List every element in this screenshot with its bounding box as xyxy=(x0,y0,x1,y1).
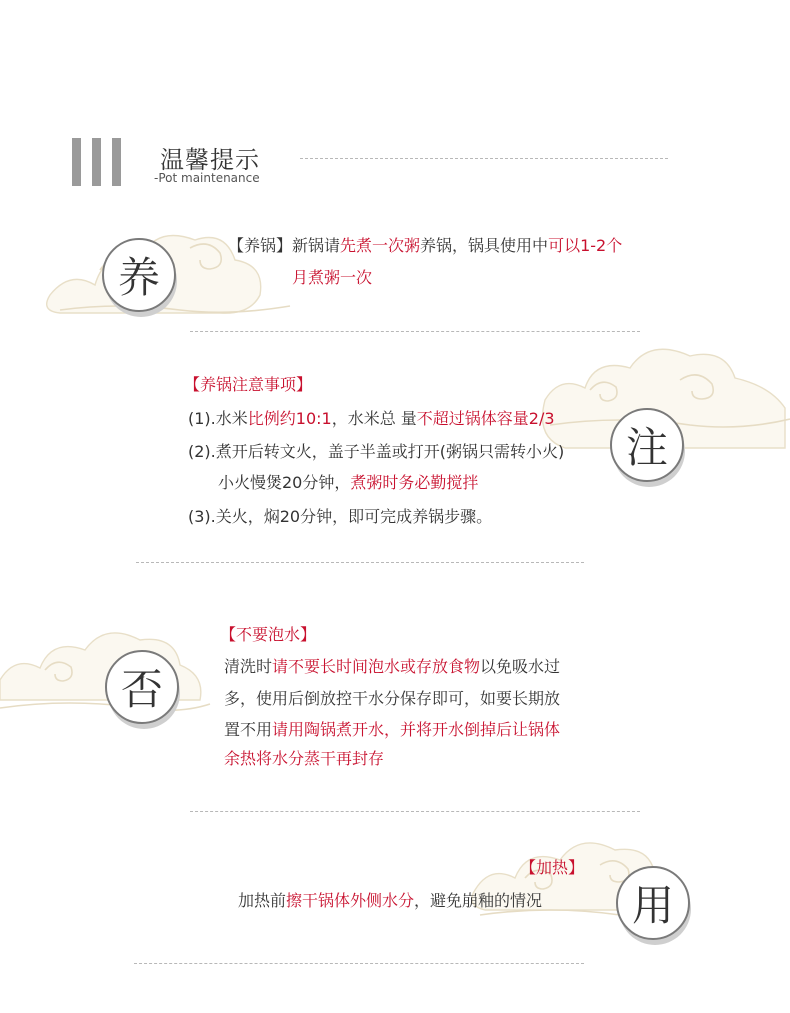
section2-line4 xyxy=(188,500,492,534)
section2-head: 【养锅注意事项】 xyxy=(184,375,313,394)
section2-divider xyxy=(136,562,584,563)
body-text: (2).煮开后转文火，盖子半盖或打开(粥锅只需转小火) xyxy=(188,442,565,461)
section4-divider xyxy=(134,963,584,964)
section3-divider xyxy=(190,811,640,812)
header-divider xyxy=(300,158,668,159)
highlight-text: 请用陶锅煮开水，并将开水倒掉后让锅体 xyxy=(272,720,561,739)
body-text: 新锅请 xyxy=(292,236,341,255)
body-text: ，水米总 量 xyxy=(331,409,417,428)
body-text: (3).关火，焖20分钟，即可完成养锅步骤。 xyxy=(188,507,493,526)
body-text: 以免吸水过 xyxy=(480,657,561,676)
body-text: 多，使用后倒放控干水分保存即可，如要长期放 xyxy=(224,689,561,708)
section4-line1 xyxy=(238,884,542,918)
body-text: 置不用 xyxy=(224,720,273,739)
badge-zhu: 注 xyxy=(610,408,684,482)
highlight-text: 余热将水分蒸干再封存 xyxy=(224,749,385,768)
highlight-text: 比例约10:1 xyxy=(247,409,332,428)
section3-line2 xyxy=(224,682,560,716)
body-text: ，避免崩釉的情况 xyxy=(414,891,543,910)
highlight-text: 请不要长时间泡水或存放食物 xyxy=(272,657,481,676)
body-text: 小火慢煲20分钟， xyxy=(218,473,351,492)
page-subtitle: -Pot maintenance xyxy=(154,171,260,185)
highlight-text: 月煮粥一次 xyxy=(292,268,373,287)
section3-line1 xyxy=(224,650,560,684)
section1-line1-runs xyxy=(292,236,622,255)
header-bars-icon xyxy=(72,138,122,186)
highlight-text: 煮粥时务必勤搅拌 xyxy=(350,473,479,492)
section2-line2 xyxy=(188,435,564,469)
body-text: 加热前 xyxy=(238,891,287,910)
section1-line1 xyxy=(228,229,622,263)
section1-head: 【养锅】 xyxy=(228,236,293,255)
badge-yang: 养 xyxy=(102,238,176,312)
highlight-text: 擦干锅体外侧水分 xyxy=(286,891,415,910)
page-title: 温馨提示 xyxy=(160,146,260,174)
section1-line2 xyxy=(292,261,372,295)
badge-fou: 否 xyxy=(105,650,179,724)
highlight-text: 先煮一次粥 xyxy=(340,236,421,255)
section4-head: 【加热】 xyxy=(520,858,585,877)
body-text: (1).水米 xyxy=(188,409,248,428)
section3-head: 【不要泡水】 xyxy=(220,625,317,644)
highlight-text: 可以1-2个 xyxy=(548,236,623,255)
body-text: 养锅，锅具使用中 xyxy=(420,236,549,255)
section1-divider xyxy=(190,331,640,332)
section2-line1 xyxy=(188,402,555,436)
section3-line4 xyxy=(224,742,384,776)
body-text: 清洗时 xyxy=(224,657,273,676)
highlight-text: 不超过锅体容量2/3 xyxy=(416,409,555,428)
section2-line3 xyxy=(218,466,478,500)
badge-yong: 用 xyxy=(616,866,690,940)
